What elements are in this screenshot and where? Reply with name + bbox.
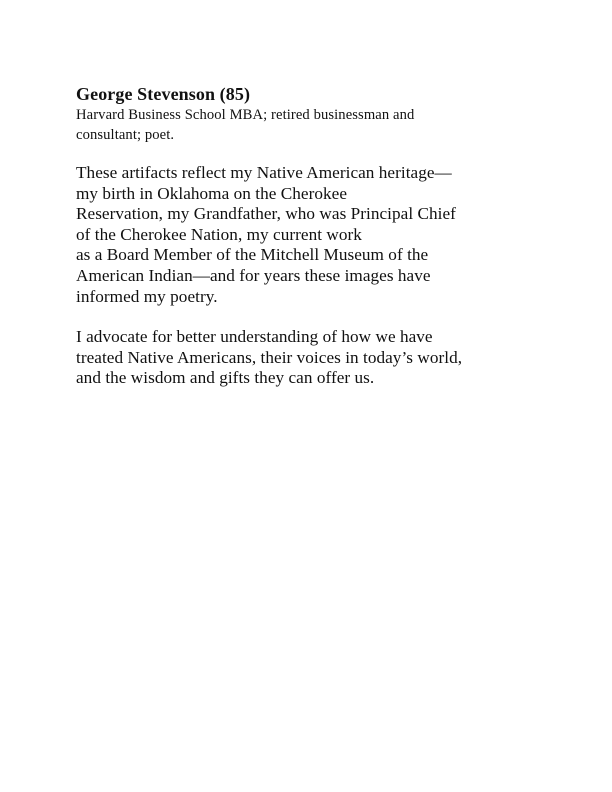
- paragraph-line: treated Native Americans, their voices in today’s world,: [76, 347, 463, 367]
- paragraph-line: informed my poetry.: [76, 286, 218, 306]
- author-name: George Stevenson (85): [76, 84, 251, 104]
- paragraph-line: and the wisdom and gifts they can offer us.: [76, 368, 375, 388]
- paragraph-line: American Indian—and for years these images have: [76, 265, 431, 285]
- paragraph-line: of the Cherokee Nation, my current work: [76, 224, 362, 244]
- statement-paragraph-1: [76, 163, 556, 307]
- paragraph-line: These artifacts reflect my Native American heritage—: [76, 163, 452, 182]
- paragraph-line: as a Board Member of the Mitchell Museum of the: [76, 245, 429, 265]
- paragraph-line: Reservation, my Grandfather, who was Principal Chief: [76, 204, 456, 224]
- paragraph-line: I advocate for better understanding of how we have: [76, 327, 433, 347]
- bio-block: [76, 84, 556, 389]
- author-credentials: [76, 105, 506, 145]
- credentials-line: consultant; poet.: [76, 127, 175, 143]
- paragraph-line: my birth in Oklahoma on the Cherokee: [76, 183, 348, 203]
- credentials-line: Harvard Business School MBA; retired businessman and: [76, 107, 415, 123]
- statement-paragraph-2: [76, 327, 556, 389]
